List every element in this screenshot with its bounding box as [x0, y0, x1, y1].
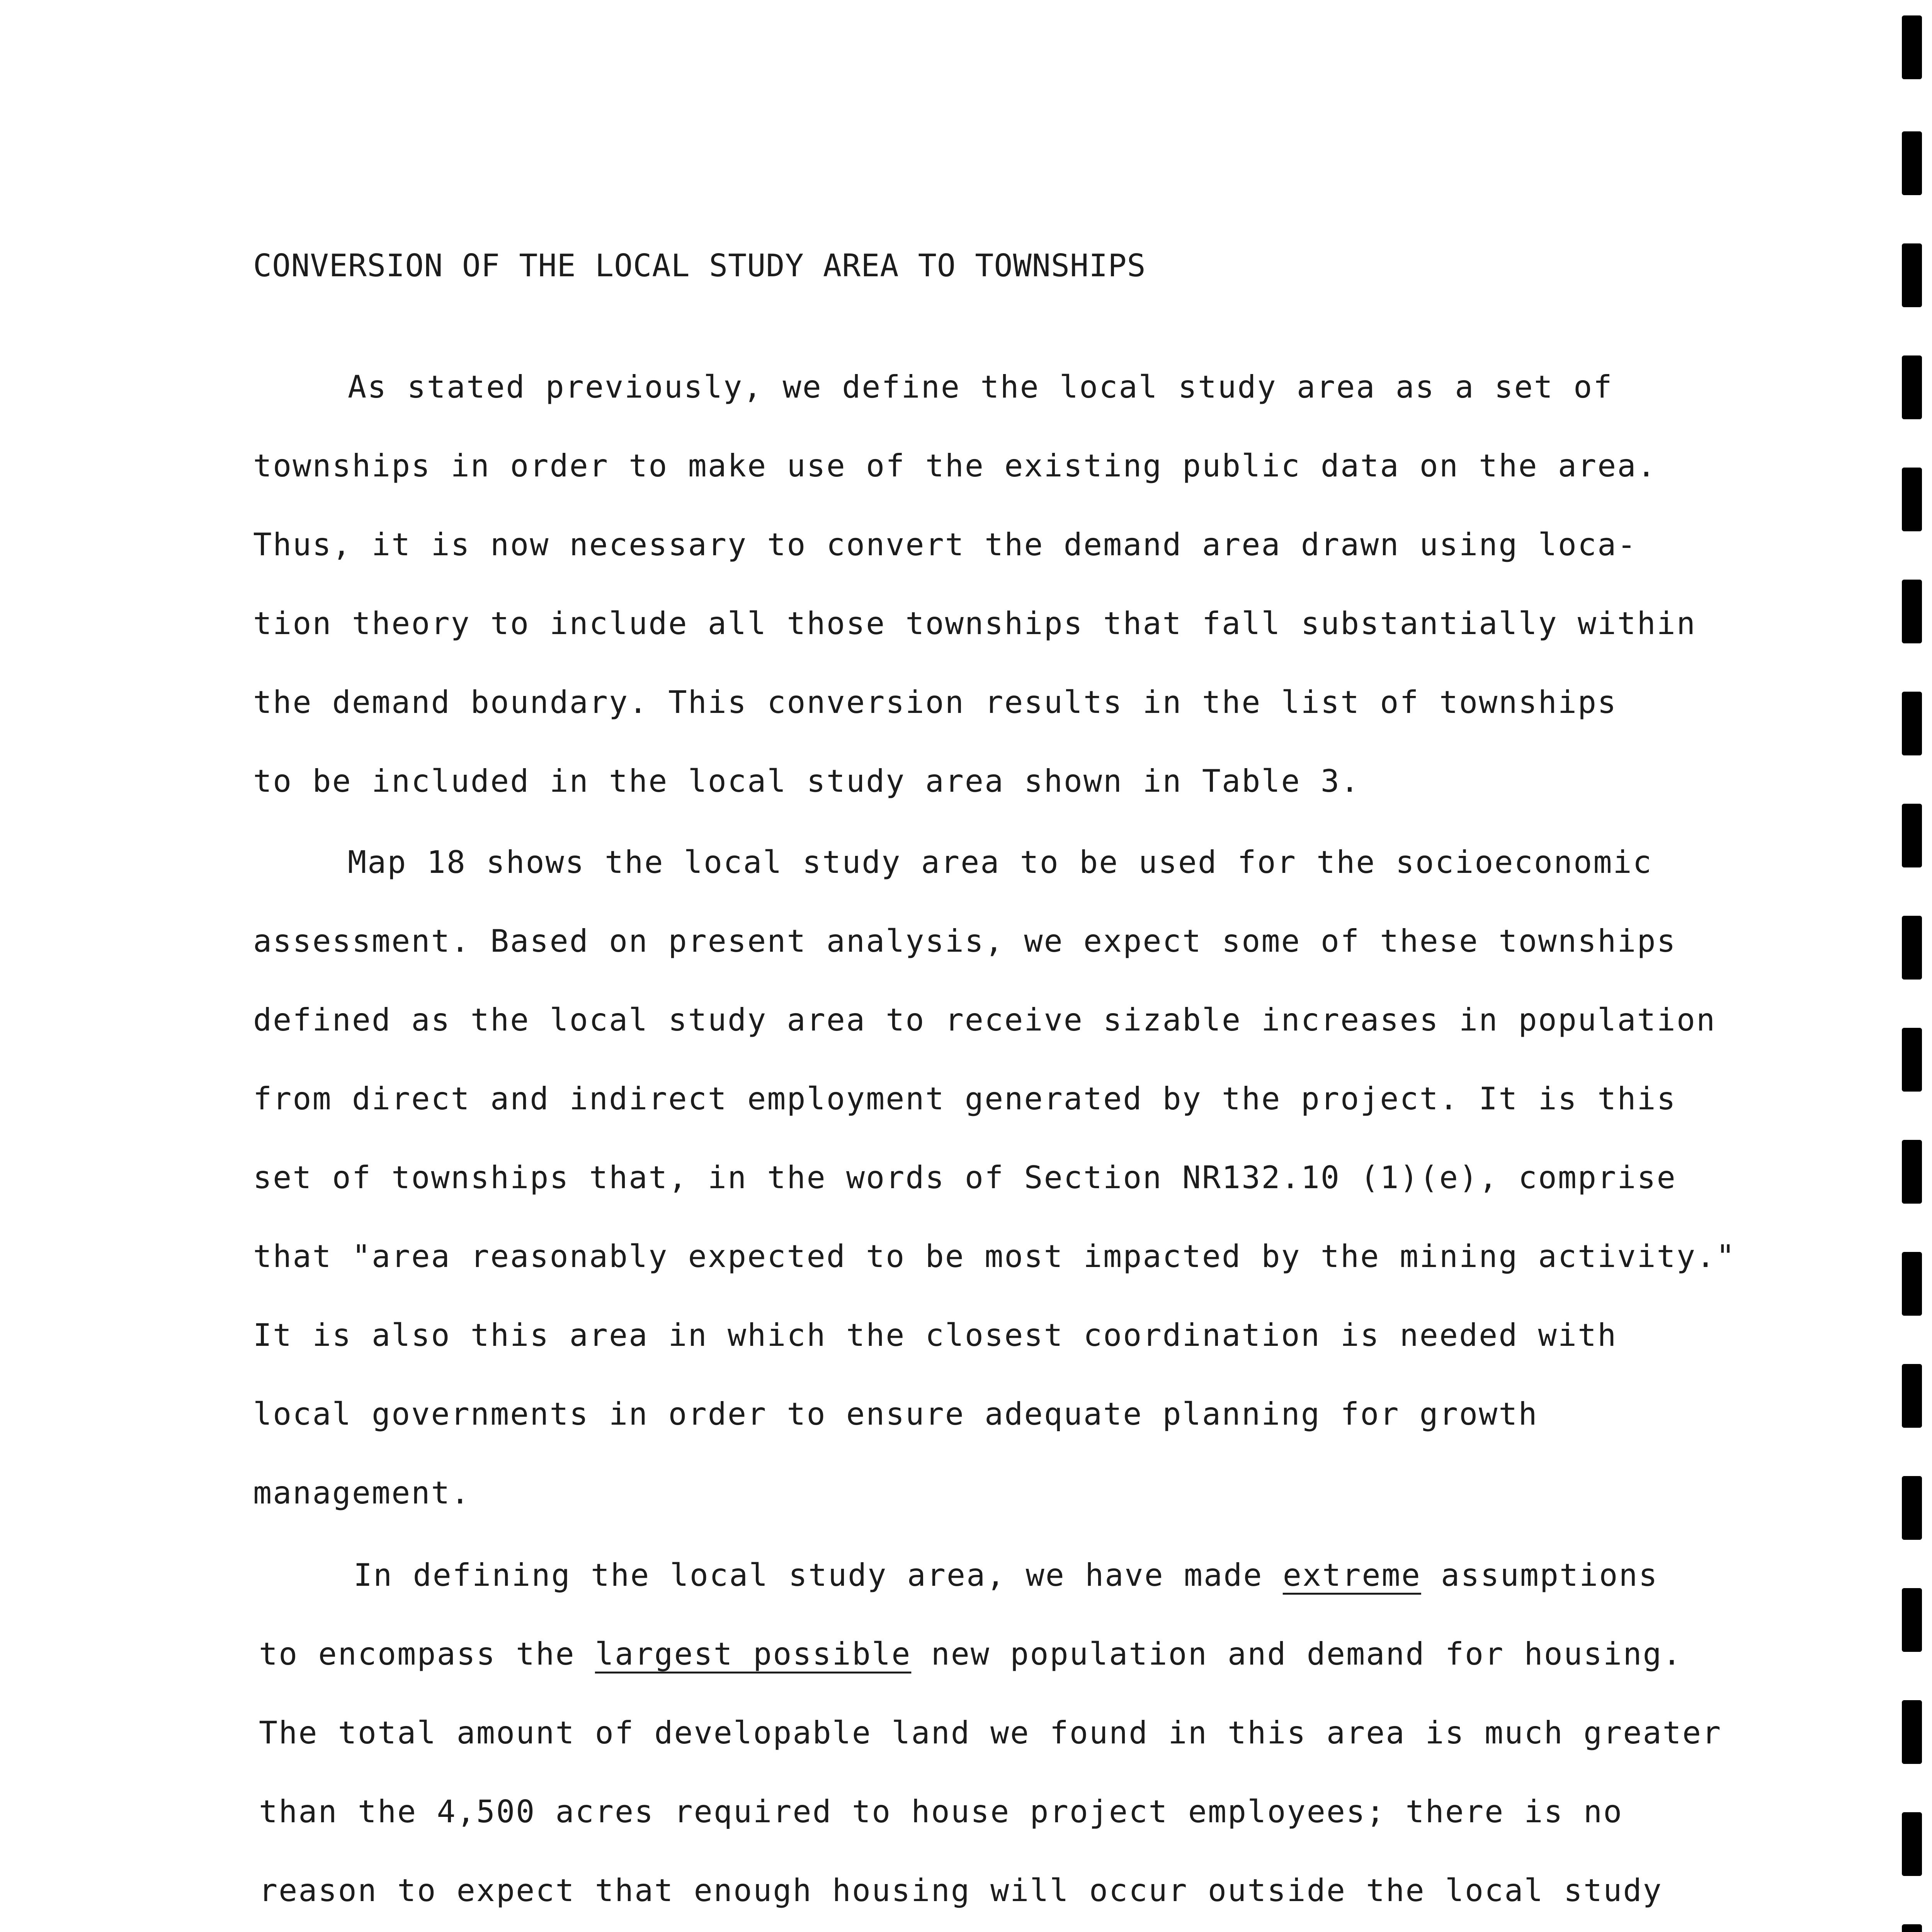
paragraph-2-line: defined as the local study area to receive sizable increases in population	[253, 1002, 1716, 1038]
paragraph-3-line	[259, 1536, 1727, 1615]
binding-mark	[1902, 1812, 1922, 1876]
paragraph-2-line: set of townships that, in the words of Section NR132.10 (1)(e), comprise	[253, 1160, 1677, 1196]
binding-mark	[1902, 580, 1922, 643]
binding-mark	[1902, 355, 1922, 419]
binding-mark	[1902, 804, 1922, 867]
binding-mark	[1902, 1700, 1922, 1764]
binding-mark	[1902, 692, 1922, 755]
paragraph-3-text: new population and demand for housing.	[911, 1636, 1682, 1672]
binding-mark	[1902, 468, 1922, 531]
paragraph-1-line: townships in order to make use of the existing public data on the area.	[253, 448, 1657, 484]
binding-mark	[1902, 1476, 1922, 1540]
binding-mark	[1902, 243, 1922, 307]
binding-mark	[1902, 1588, 1922, 1652]
paragraph-3-text: In defining the local study area, we have made	[354, 1557, 1283, 1593]
paragraph-1-line: As stated previously, we define the local study area as a set of	[348, 369, 1613, 405]
paragraph-3-line	[259, 1930, 1727, 1932]
paragraph-1-line: to be included in the local study area shown in Table 3.	[253, 763, 1361, 799]
paragraph-3-line: The total amount of developable land we found in this area is much greater	[259, 1715, 1722, 1751]
paragraph-2-line: assessment. Based on present analysis, we expect some of these townships	[253, 923, 1677, 959]
underlined-emphasis: extreme	[1282, 1557, 1421, 1593]
binding-mark	[1902, 1028, 1922, 1092]
paragraph-1-line: Thus, it is now necessary to convert the demand area drawn using loca-	[253, 527, 1637, 563]
binding-mark	[1902, 1140, 1922, 1204]
paragraph-2-line: Map 18 shows the local study area to be used for the socioeconomic	[348, 844, 1653, 880]
paragraph-2-line: from direct and indirect employment generated by the project. It is this	[253, 1081, 1677, 1117]
binding-mark	[1902, 1364, 1922, 1428]
paragraph-3-text: to encompass the	[259, 1636, 595, 1672]
paragraph-3-line	[259, 1615, 1727, 1694]
paragraph-3-line: reason to expect that enough housing will occur outside the local study	[259, 1872, 1663, 1908]
underlined-emphasis: largest possible	[595, 1636, 912, 1672]
paragraph-1	[253, 348, 1721, 821]
binding-mark	[1902, 1252, 1922, 1316]
binding-mark	[1902, 131, 1922, 195]
paragraph-2-line: management.	[253, 1475, 471, 1511]
binding-mark	[1902, 916, 1922, 980]
binding-mark	[1902, 15, 1922, 79]
section-heading: CONVERSION OF THE LOCAL STUDY AREA TO TOWNSHIPS	[253, 248, 1146, 284]
paragraph-2	[253, 823, 1736, 1532]
binding-marks	[1902, 0, 1925, 1932]
binding-mark	[1902, 1924, 1922, 1932]
paragraph-1-line: tion theory to include all those townships that fall substantially within	[253, 605, 1696, 641]
paragraph-3-text: assumptions	[1421, 1557, 1658, 1593]
paragraph-3	[259, 1536, 1727, 1932]
paragraph-3-line: than the 4,500 acres required to house project employees; there is no	[259, 1794, 1623, 1830]
paragraph-2-line: It is also this area in which the closest coordination is needed with	[253, 1317, 1617, 1353]
paragraph-1-line: the demand boundary. This conversion results in the list of townships	[253, 684, 1617, 720]
paragraph-2-line: local governments in order to ensure adequate planning for growth	[253, 1396, 1538, 1432]
paragraph-2-line: that "area reasonably expected to be most impacted by the mining activity."	[253, 1238, 1736, 1274]
